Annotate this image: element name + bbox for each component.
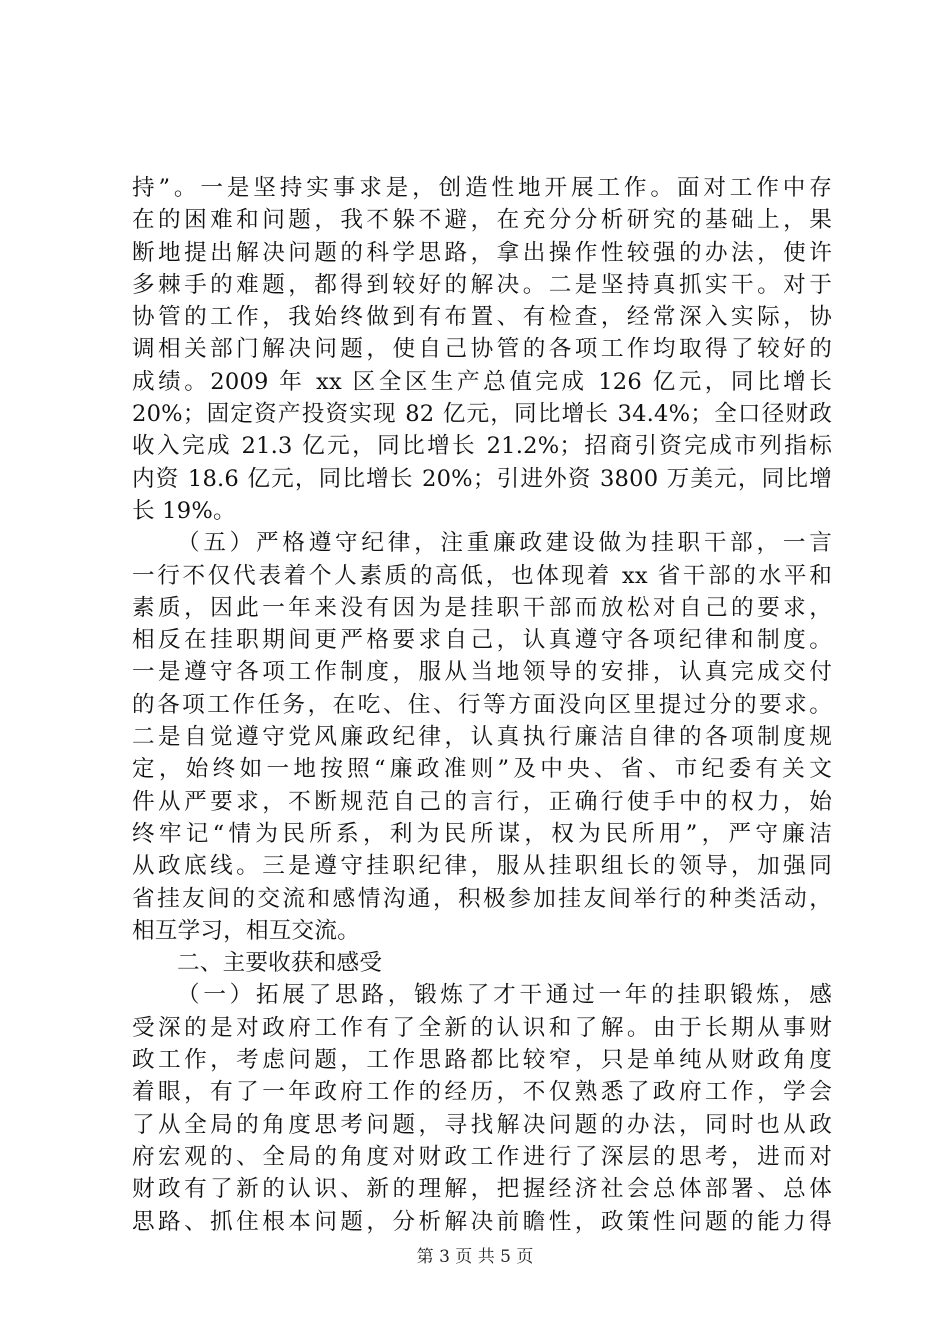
text-line: 从政底线。三是遵守挂职纪律，服从挂职组长的领导，加强同 <box>132 853 832 880</box>
text-line: 府宏观的、全局的角度对财政工作进行了深层的思考，进而对 <box>132 1143 832 1170</box>
text-line: 素质，因此一年来没有因为是挂职干部而放松对自己的要求， <box>132 594 832 621</box>
document-body <box>132 172 832 1238</box>
text-line: 了从全局的角度思考问题，寻找解决问题的办法，同时也从政 <box>132 1111 832 1138</box>
text-line: 在的困难和问题，我不躲不避，在充分分析研究的基础上，果 <box>132 207 832 234</box>
section-heading-line: （五）严格遵守纪律，注重廉政建设做为挂职干部，一言 <box>177 530 832 557</box>
text-line: 持”。一是坚持实事求是，创造性地开展工作。面对工作中存 <box>132 175 832 201</box>
text-line: 相互学习，相互交流。 <box>132 917 360 944</box>
text-line: 内资 18.6 亿元，同比增长 20%；引进外资 3800 万美元，同比增 <box>132 465 832 492</box>
text-line: 20%；固定资产投资实现 82 亿元，同比增长 34.4%；全口径财政 <box>132 401 832 428</box>
text-line: 受深的是对政府工作有了全新的认识和了解。由于长期从事财 <box>132 1014 832 1041</box>
section-heading-line: （一）拓展了思路，锻炼了才干通过一年的挂职锻炼，感 <box>177 982 832 1009</box>
text-line: 协管的工作，我始终做到有布置、有检查，经常深入实际，协 <box>132 304 832 331</box>
text-line: 省挂友间的交流和感情沟通，积极参加挂友间举行的种类活动， <box>132 885 832 912</box>
text-line: 长 19%。 <box>132 497 236 524</box>
text-line: 政工作，考虑问题，工作思路都比较窄，只是单纯从财政角度 <box>132 1047 832 1074</box>
text-line: 终牢记“情为民所系，利为民所谋，权为民所用”，严守廉洁 <box>132 820 832 847</box>
section-heading: 二、主要收获和感受 <box>177 950 383 977</box>
text-line: 二是自觉遵守党风廉政纪律，认真执行廉洁自律的各项制度规 <box>132 724 832 751</box>
text-line: 收入完成 21.3 亿元，同比增长 21.2%；招商引资完成市列指标 <box>132 433 832 460</box>
text-line: 件从严要求，不断规范自己的言行，正确行使手中的权力，始 <box>132 788 832 815</box>
text-line: 相反在挂职期间更严格要求自己，认真遵守各项纪律和制度。 <box>132 627 832 654</box>
text-line: 思路、抓住根本问题，分析解决前瞻性，政策性问题的能力得 <box>132 1208 832 1235</box>
text-line: 的各项工作任务，在吃、住、行等方面没向区里提过分的要求。 <box>132 691 832 718</box>
text-line: 财政有了新的认识、新的理解，把握经济社会总体部署、总体 <box>132 1176 832 1203</box>
text-line: 断地提出解决问题的科学思路，拿出操作性较强的办法，使许 <box>132 239 832 266</box>
text-line: 定，始终如一地按照“廉政准则”及中央、省、市纪委有关文 <box>132 756 832 783</box>
text-line: 一行不仅代表着个人素质的高低，也体现着 xx 省干部的水平和 <box>132 562 832 589</box>
text-line: 一是遵守各项工作制度，服从当地领导的安排，认真完成交付 <box>132 659 832 686</box>
text-line: 成绩。2009 年 xx 区全区生产总值完成 126 亿元，同比增长 <box>132 368 832 395</box>
text-line: 调相关部门解决问题，使自己协管的各项工作均取得了较好的 <box>132 336 832 363</box>
text-line: 多棘手的难题，都得到较好的解决。二是坚持真抓实干。对于 <box>132 271 832 298</box>
text-line: 着眼，有了一年政府工作的经历，不仅熟悉了政府工作，学会 <box>132 1079 832 1106</box>
page-footer: 第 3 页 共 5 页 <box>416 1247 534 1267</box>
